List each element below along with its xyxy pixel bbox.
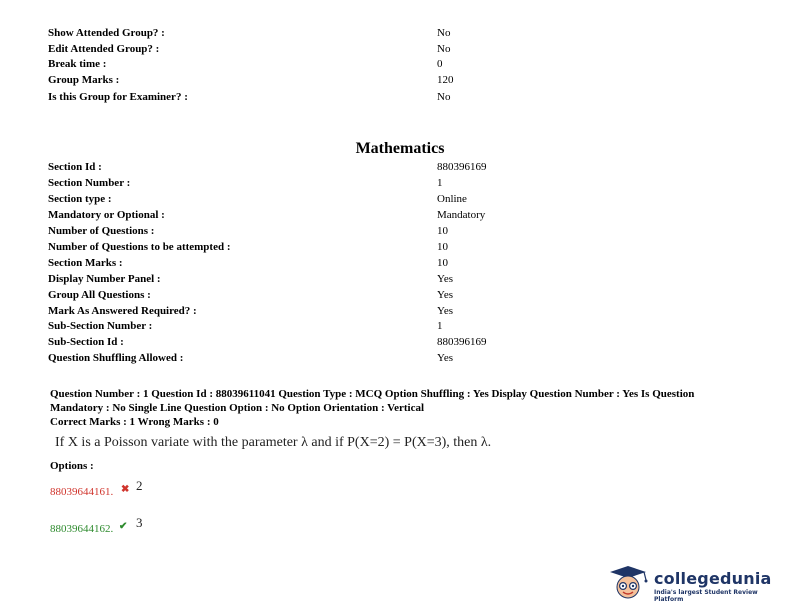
info-label: Group Marks : (48, 74, 120, 86)
section-label: Section type : (48, 193, 112, 205)
info-value: No (437, 91, 451, 103)
brand-tagline: India's largest Student Review Platform (654, 589, 758, 603)
section-value: 1 (437, 320, 443, 332)
checkmark-icon: ✔ (119, 521, 128, 532)
section-row-id (48, 161, 748, 177)
section-label: Display Number Panel : (48, 273, 161, 285)
section-row-type (48, 193, 748, 209)
section-value: 10 (437, 257, 448, 269)
section-row-group-all (48, 289, 748, 305)
question-text: If X is a Poisson variate with the parameter λ and if P(X=2) = P(X=3), then λ. (55, 435, 492, 450)
section-row-subsection-id (48, 336, 748, 352)
section-value: 10 (437, 241, 448, 253)
info-label: Is this Group for Examiner? : (48, 91, 188, 103)
info-label: Show Attended Group? : (48, 27, 165, 39)
section-row-shuffling (48, 352, 748, 368)
section-label: Number of Questions to be attempted : (48, 241, 231, 253)
question-meta: Question Number : 1 Question Id : 88039611041 Question Type : MCQ Option Shuffling : Yes Display Question Number : Yes Is Question Mandatory : No Single Line Question Option : No Option Orientation : Vertical (50, 388, 695, 414)
section-value: Yes (437, 289, 454, 301)
info-value: No (437, 27, 451, 39)
section-row-subsection-number (48, 320, 748, 336)
section-label: Group All Questions : (48, 289, 151, 301)
option-id: 88039644162. (50, 523, 114, 535)
section-row-to-attempt (48, 241, 748, 257)
section-value: Yes (437, 273, 454, 285)
section-label: Sub-Section Id : (48, 336, 124, 348)
section-value: 1 (437, 177, 443, 189)
info-row-break-time (48, 58, 748, 74)
section-value: Yes (437, 305, 454, 317)
collegedunia-logo (604, 563, 788, 603)
section-label: Sub-Section Number : (48, 320, 153, 332)
section-row-number-panel (48, 273, 748, 289)
info-row-group-marks (48, 74, 748, 90)
question-marks: Correct Marks : 1 Wrong Marks : 0 (50, 416, 219, 428)
info-value: 0 (437, 58, 443, 70)
section-value: 880396169 (437, 161, 487, 173)
section-row-marks (48, 257, 748, 273)
cross-icon: ✖ (121, 484, 130, 495)
section-value: 10 (437, 225, 448, 237)
section-label: Section Marks : (48, 257, 123, 269)
section-row-number (48, 177, 748, 193)
section-label: Mark As Answered Required? : (48, 305, 197, 317)
section-value: Online (437, 193, 467, 205)
section-value: Yes (437, 352, 454, 364)
option-id: 88039644161. (50, 486, 114, 498)
section-value: 880396169 (437, 336, 487, 348)
section-label: Mandatory or Optional : (48, 209, 165, 221)
section-row-mandatory (48, 209, 748, 225)
section-label: Section Number : (48, 177, 131, 189)
brand-name: collegedunia (654, 569, 772, 588)
info-row-group-for-examiner (48, 91, 748, 107)
section-label: Question Shuffling Allowed : (48, 352, 184, 364)
section-label: Section Id : (48, 161, 102, 173)
mascot-icon (604, 563, 652, 603)
section-row-num-questions (48, 225, 748, 241)
info-value: 120 (437, 74, 454, 86)
info-row-show-attended-group (48, 27, 748, 43)
option-value: 3 (136, 515, 143, 530)
info-value: No (437, 43, 451, 55)
section-title: Mathematics (355, 140, 445, 157)
info-label: Edit Attended Group? : (48, 43, 160, 55)
section-label: Number of Questions : (48, 225, 155, 237)
info-row-edit-attended-group (48, 43, 748, 59)
options-label: Options : (50, 460, 94, 472)
option-value: 2 (136, 478, 143, 493)
info-label: Break time : (48, 58, 107, 70)
section-row-mark-answered (48, 305, 748, 321)
section-value: Mandatory (437, 209, 486, 221)
